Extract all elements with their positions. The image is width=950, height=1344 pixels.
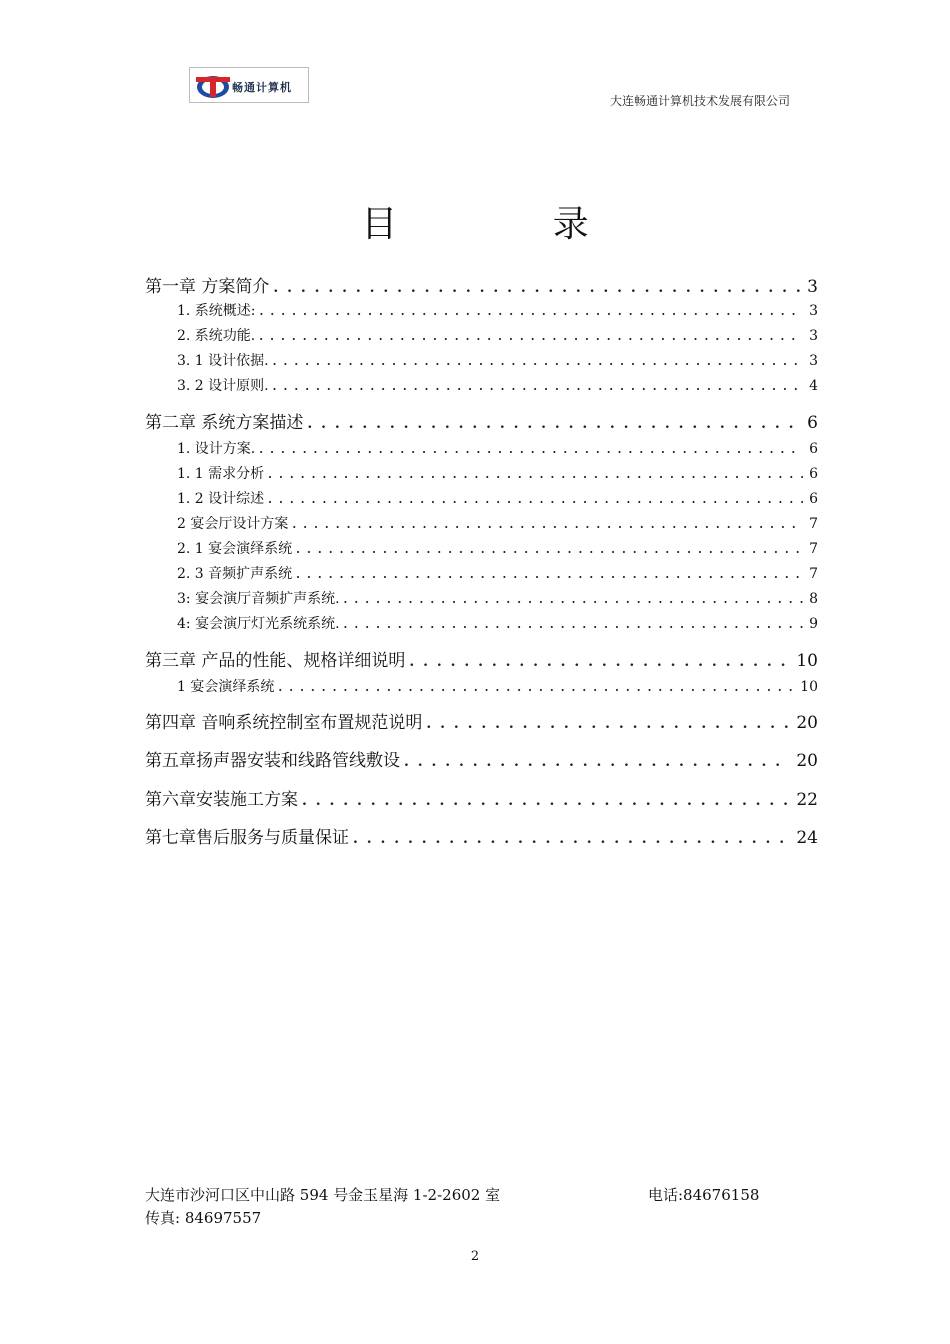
toc-dot-leader (296, 543, 803, 556)
footer-phone: 电话:84676158 (648, 1186, 760, 1204)
toc-entry-page: 3 (809, 353, 818, 369)
toc-entry-label: 2 宴会厅设计方案 (177, 516, 289, 532)
toc-entry-page: 6 (807, 413, 818, 433)
toc-dot-leader (344, 618, 804, 631)
toc-dot-leader (273, 280, 801, 296)
toc-entry-page: 9 (809, 616, 818, 632)
toc-chapter-entry[interactable] (145, 408, 818, 433)
toc-entry-page: 20 (796, 713, 818, 733)
toc-entry-page: 4 (809, 378, 818, 394)
toc-entry-label: 1. 设计方案. (177, 441, 256, 457)
toc-section-entry[interactable] (145, 538, 818, 558)
toc-entry-label: 1 宴会演绎系统 (177, 679, 275, 695)
toc-entry-label: 1. 2 设计综述 (177, 491, 265, 507)
toc-entry-label: 第二章 系统方案描述 (145, 413, 304, 433)
toc-entry-page: 22 (796, 790, 818, 810)
toc-dot-leader (296, 568, 803, 581)
toc-section-entry[interactable] (145, 438, 818, 458)
toc-dot-leader (302, 793, 790, 809)
toc-entry-page: 6 (809, 491, 818, 507)
toc-dot-leader (404, 754, 790, 770)
toc-section-entry[interactable] (145, 563, 818, 583)
toc-dot-leader (273, 380, 803, 393)
toc-section-entry[interactable] (145, 513, 818, 533)
toc-section-entry[interactable] (145, 325, 818, 345)
logo-mark-icon (194, 72, 232, 100)
toc-entry-label: 3. 2 设计原则. (177, 378, 269, 394)
toc-entry-label: 3: 宴会演厅音频扩声系统. (177, 591, 340, 607)
toc-entry-page: 10 (796, 651, 818, 671)
toc-entry-page: 20 (796, 751, 818, 771)
toc-entry-label: 2. 3 音频扩声系统 (177, 566, 293, 582)
toc-chapter-entry[interactable] (145, 785, 818, 810)
toc-section-entry[interactable] (145, 676, 818, 696)
page-title: 目 录 (361, 204, 661, 245)
toc-section-entry[interactable] (145, 463, 818, 483)
toc-entry-label: 4: 宴会演厅灯光系统系统. (177, 616, 340, 632)
toc-entry-page: 3 (807, 277, 818, 297)
toc-entry-page: 6 (809, 441, 818, 457)
toc-entry-label: 第四章 音响系统控制室布置规范说明 (145, 713, 423, 733)
toc-entry-label: 1. 系统概述: (177, 303, 256, 319)
toc-dot-leader (273, 355, 803, 368)
toc-entry-page: 8 (809, 591, 818, 607)
toc-chapter-entry[interactable] (145, 272, 818, 297)
toc-dot-leader (268, 493, 803, 506)
toc-entry-page: 6 (809, 466, 818, 482)
toc-dot-leader (344, 593, 804, 606)
toc-entry-page: 3 (809, 328, 818, 344)
toc-dot-leader (259, 443, 803, 456)
toc-entry-label: 第五章扬声器安装和线路管线敷设 (145, 751, 400, 771)
toc-chapter-entry[interactable] (145, 708, 818, 733)
company-logo (189, 67, 309, 103)
toc-entry-label: 第七章售后服务与质量保证 (145, 828, 349, 848)
toc-entry-label: 2. 系统功能. (177, 328, 256, 344)
toc-entry-label: 3. 1 设计依据. (177, 353, 269, 369)
logo-text: 畅通计算机 (232, 81, 292, 94)
toc-entry-page: 24 (796, 828, 818, 848)
toc-dot-leader (292, 518, 803, 531)
toc-dot-leader (268, 468, 803, 481)
page-number: 2 (470, 1249, 480, 1264)
toc-entry-page: 3 (809, 303, 818, 319)
toc-section-entry[interactable] (145, 488, 818, 508)
toc-chapter-entry[interactable] (145, 746, 818, 771)
toc-dot-leader (278, 681, 794, 694)
toc-dot-leader (259, 330, 803, 343)
toc-section-entry[interactable] (145, 375, 818, 395)
footer-fax: 传真: 84697557 (145, 1209, 262, 1227)
toc-section-entry[interactable] (145, 300, 818, 320)
footer-address: 大连市沙河口区中山路 594 号金玉星海 1-2-2602 室 (145, 1186, 501, 1204)
toc-entry-label: 第一章 方案简介 (145, 277, 270, 297)
toc-entry-page: 10 (800, 679, 818, 695)
toc-dot-leader (307, 416, 801, 432)
toc-dot-leader (409, 654, 790, 670)
toc-entry-label: 2. 1 宴会演绎系统 (177, 541, 293, 557)
toc-section-entry[interactable] (145, 588, 818, 608)
toc-entry-page: 7 (809, 516, 818, 532)
toc-dot-leader (426, 716, 790, 732)
toc-entry-label: 1. 1 需求分析 (177, 466, 265, 482)
toc-entry-page: 7 (809, 541, 818, 557)
toc-chapter-entry[interactable] (145, 646, 818, 671)
toc-section-entry[interactable] (145, 350, 818, 370)
toc-entry-label: 第六章安装施工方案 (145, 790, 298, 810)
toc-entry-page: 7 (809, 566, 818, 582)
toc-dot-leader (260, 305, 804, 318)
toc-chapter-entry[interactable] (145, 823, 818, 848)
toc-dot-leader (353, 831, 790, 847)
toc-entry-label: 第三章 产品的性能、规格详细说明 (145, 651, 406, 671)
toc-section-entry[interactable] (145, 613, 818, 633)
company-name: 大连畅通计算机技术发展有限公司 (609, 94, 790, 108)
